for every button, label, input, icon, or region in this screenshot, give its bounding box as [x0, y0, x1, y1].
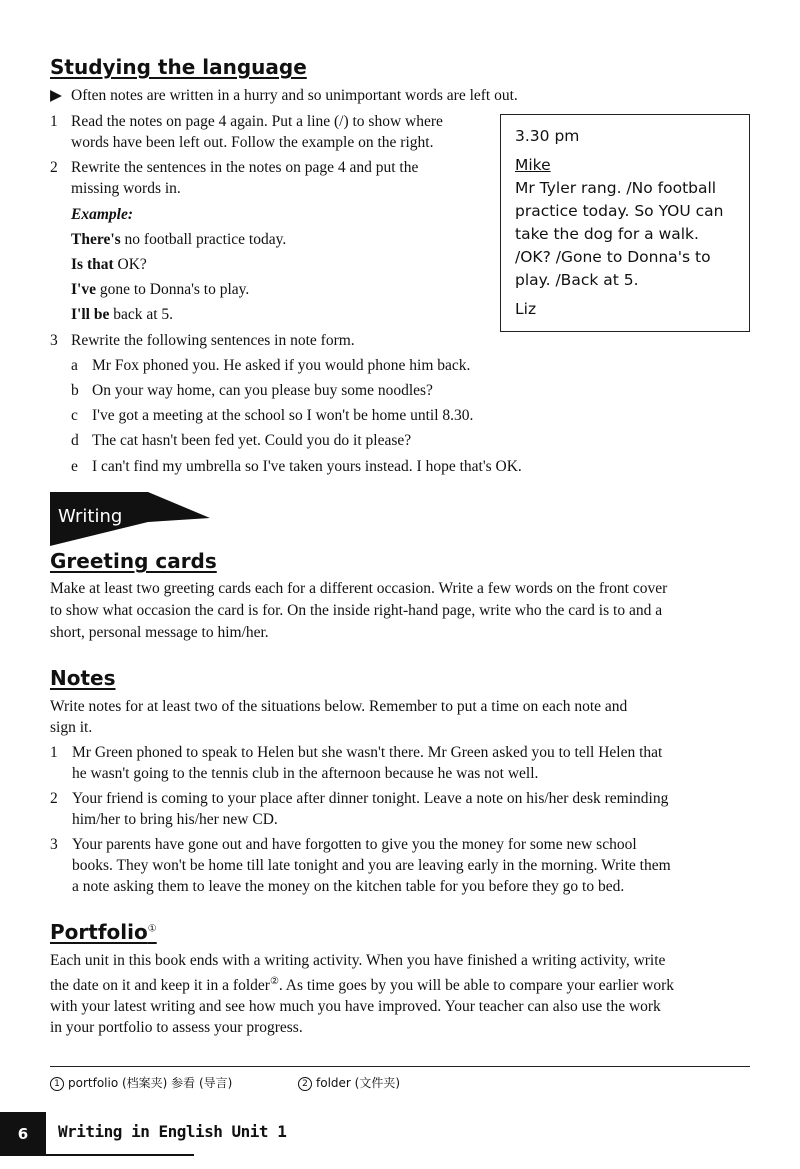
- example-bold: Is that: [71, 256, 114, 273]
- item-number: 1: [50, 113, 58, 130]
- item-line: Rewrite the sentences in the notes on page 4 and put the: [71, 159, 419, 176]
- item-2-text: [71, 157, 418, 199]
- example-rest: gone to Donna's to play.: [95, 281, 250, 298]
- example-rest: back at 5.: [109, 306, 174, 323]
- item-line: Read the notes on page 4 again. Put a line (/) to show where: [71, 113, 443, 130]
- sub-item-letter: b: [71, 382, 79, 399]
- sub-item-letter: d: [71, 432, 79, 449]
- note-line: practice today. So YOU can: [515, 202, 724, 220]
- footnote-mark: ①: [147, 923, 157, 935]
- example-line: [71, 254, 147, 275]
- notes-item-3: [72, 834, 671, 897]
- item-line: Your parents have gone out and have forgotten to give you the money for some new school: [72, 836, 637, 853]
- section-heading-portfolio: [50, 920, 157, 944]
- note-line: /OK? /Gone to Donna's to: [515, 248, 711, 266]
- paragraph-line: Write notes for at least two of the situations below. Remember to put a time on each note and: [50, 698, 628, 715]
- note-time: 3.30 pm: [515, 127, 580, 145]
- footnote-text: portfolio (档案夹) 参看 (导言): [68, 1076, 233, 1090]
- example-line: [71, 279, 249, 300]
- portfolio-paragraph: [50, 950, 674, 1038]
- paragraph-line: Each unit in this book ends with a writing activity. When you have finished a writing activity, write: [50, 952, 666, 969]
- item-line: a note asking them to leave the money on the kitchen table for you before they go to bed.: [72, 878, 625, 895]
- item-number: 3: [50, 836, 58, 853]
- greeting-paragraph: [50, 578, 667, 643]
- item-line: Your friend is coming to your place after dinner tonight. Leave a note on his/her desk reminding: [72, 790, 669, 807]
- example-rest: OK?: [113, 256, 147, 273]
- sub-item-letter: c: [71, 407, 78, 424]
- example-bold: I'll be: [71, 306, 110, 323]
- writing-banner-label: Writing: [58, 506, 123, 527]
- sub-item-letter: a: [71, 357, 78, 374]
- section-heading-studying: Studying the language: [50, 55, 307, 79]
- item-line: missing words in.: [71, 180, 181, 197]
- item-number: 3: [50, 332, 58, 349]
- sub-item-text: I can't find my umbrella so I've taken yours instead. I hope that's OK.: [92, 458, 522, 475]
- sub-item-text: On your way home, can you please buy some noodles?: [92, 382, 433, 399]
- example-bold: There's: [71, 231, 121, 248]
- footnote-number: 2: [298, 1077, 312, 1091]
- item-line: words have been left out. Follow the example on the right.: [71, 134, 434, 151]
- paragraph-text: the date on it and keep it in a folder: [50, 977, 270, 995]
- example-line: [71, 304, 173, 325]
- note-recipient: Mike: [515, 156, 551, 174]
- note-line: take the dog for a walk.: [515, 225, 699, 243]
- portfolio-heading-text: Portfolio: [50, 920, 148, 944]
- notes-item-1: [72, 742, 662, 784]
- footnote-text: folder (文件夹): [316, 1076, 401, 1090]
- notes-intro: [50, 696, 627, 738]
- paragraph-line: sign it.: [50, 719, 93, 736]
- example-label: Example:: [71, 206, 133, 223]
- footnote-1: [50, 1074, 232, 1091]
- notes-item-2: [72, 788, 668, 830]
- note-line: Mr Tyler rang. /No football: [515, 179, 717, 197]
- section-heading-notes: Notes: [50, 666, 116, 690]
- item-line: books. They won't be home till late tonight and you are leaving early in the morning. Write them: [72, 857, 671, 874]
- paragraph-line: with your latest writing and see how much you have improved. Your teacher can also use the work: [50, 998, 661, 1016]
- footnote-2: [298, 1074, 400, 1091]
- item-3-text: Rewrite the following sentences in note form.: [71, 332, 355, 349]
- sub-item-text: Mr Fox phoned you. He asked if you would phone him back.: [92, 357, 471, 374]
- note-signature: Liz: [515, 300, 537, 318]
- example-bold: I've: [71, 281, 96, 298]
- item-number: 2: [50, 790, 58, 807]
- item-number: 2: [50, 159, 58, 176]
- sub-item-text: I've got a meeting at the school so I won't be home until 8.30.: [92, 407, 474, 424]
- bullet-text: Often notes are written in a hurry and so unimportant words are left out.: [71, 87, 518, 104]
- running-head: Writing in English Unit 1: [58, 1122, 287, 1141]
- footnote-mark: ②: [269, 976, 279, 987]
- example-line: [71, 229, 286, 250]
- paragraph-line: in your portfolio to assess your progress.: [50, 1019, 303, 1037]
- running-head-rule: [46, 1154, 194, 1156]
- item-line: he wasn't going to the tennis club in the afternoon because he was not well.: [72, 765, 539, 782]
- example-rest: no football practice today.: [120, 231, 287, 248]
- item-1-text: [71, 111, 443, 153]
- sub-item-text: The cat hasn't been fed yet. Could you do it please?: [92, 432, 412, 449]
- item-line: Mr Green phoned to speak to Helen but she wasn't there. Mr Green asked you to tell Helen that: [72, 744, 663, 761]
- example-note-box: [500, 114, 750, 332]
- paragraph-line: to show what occasion the card is for. On the inside right-hand page, write who the card is to and a: [50, 602, 663, 619]
- note-line: play. /Back at 5.: [515, 271, 639, 289]
- paragraph-text: . As time goes by you will be able to compare your earlier work: [278, 977, 675, 995]
- section-heading-greeting-cards: Greeting cards: [50, 549, 217, 573]
- item-line: him/her to bring his/her new CD.: [72, 811, 278, 828]
- page-number: 6: [0, 1112, 46, 1156]
- footnote-rule: [50, 1066, 750, 1067]
- paragraph-line: Make at least two greeting cards each for a different occasion. Write a few words on the front cover: [50, 580, 668, 597]
- paragraph-line: [50, 971, 674, 996]
- footnote-number: 1: [50, 1077, 64, 1091]
- item-number: 1: [50, 744, 58, 761]
- sub-item-letter: e: [71, 458, 78, 475]
- paragraph-line: short, personal message to him/her.: [50, 624, 269, 641]
- bullet-marker: ▶: [50, 87, 62, 104]
